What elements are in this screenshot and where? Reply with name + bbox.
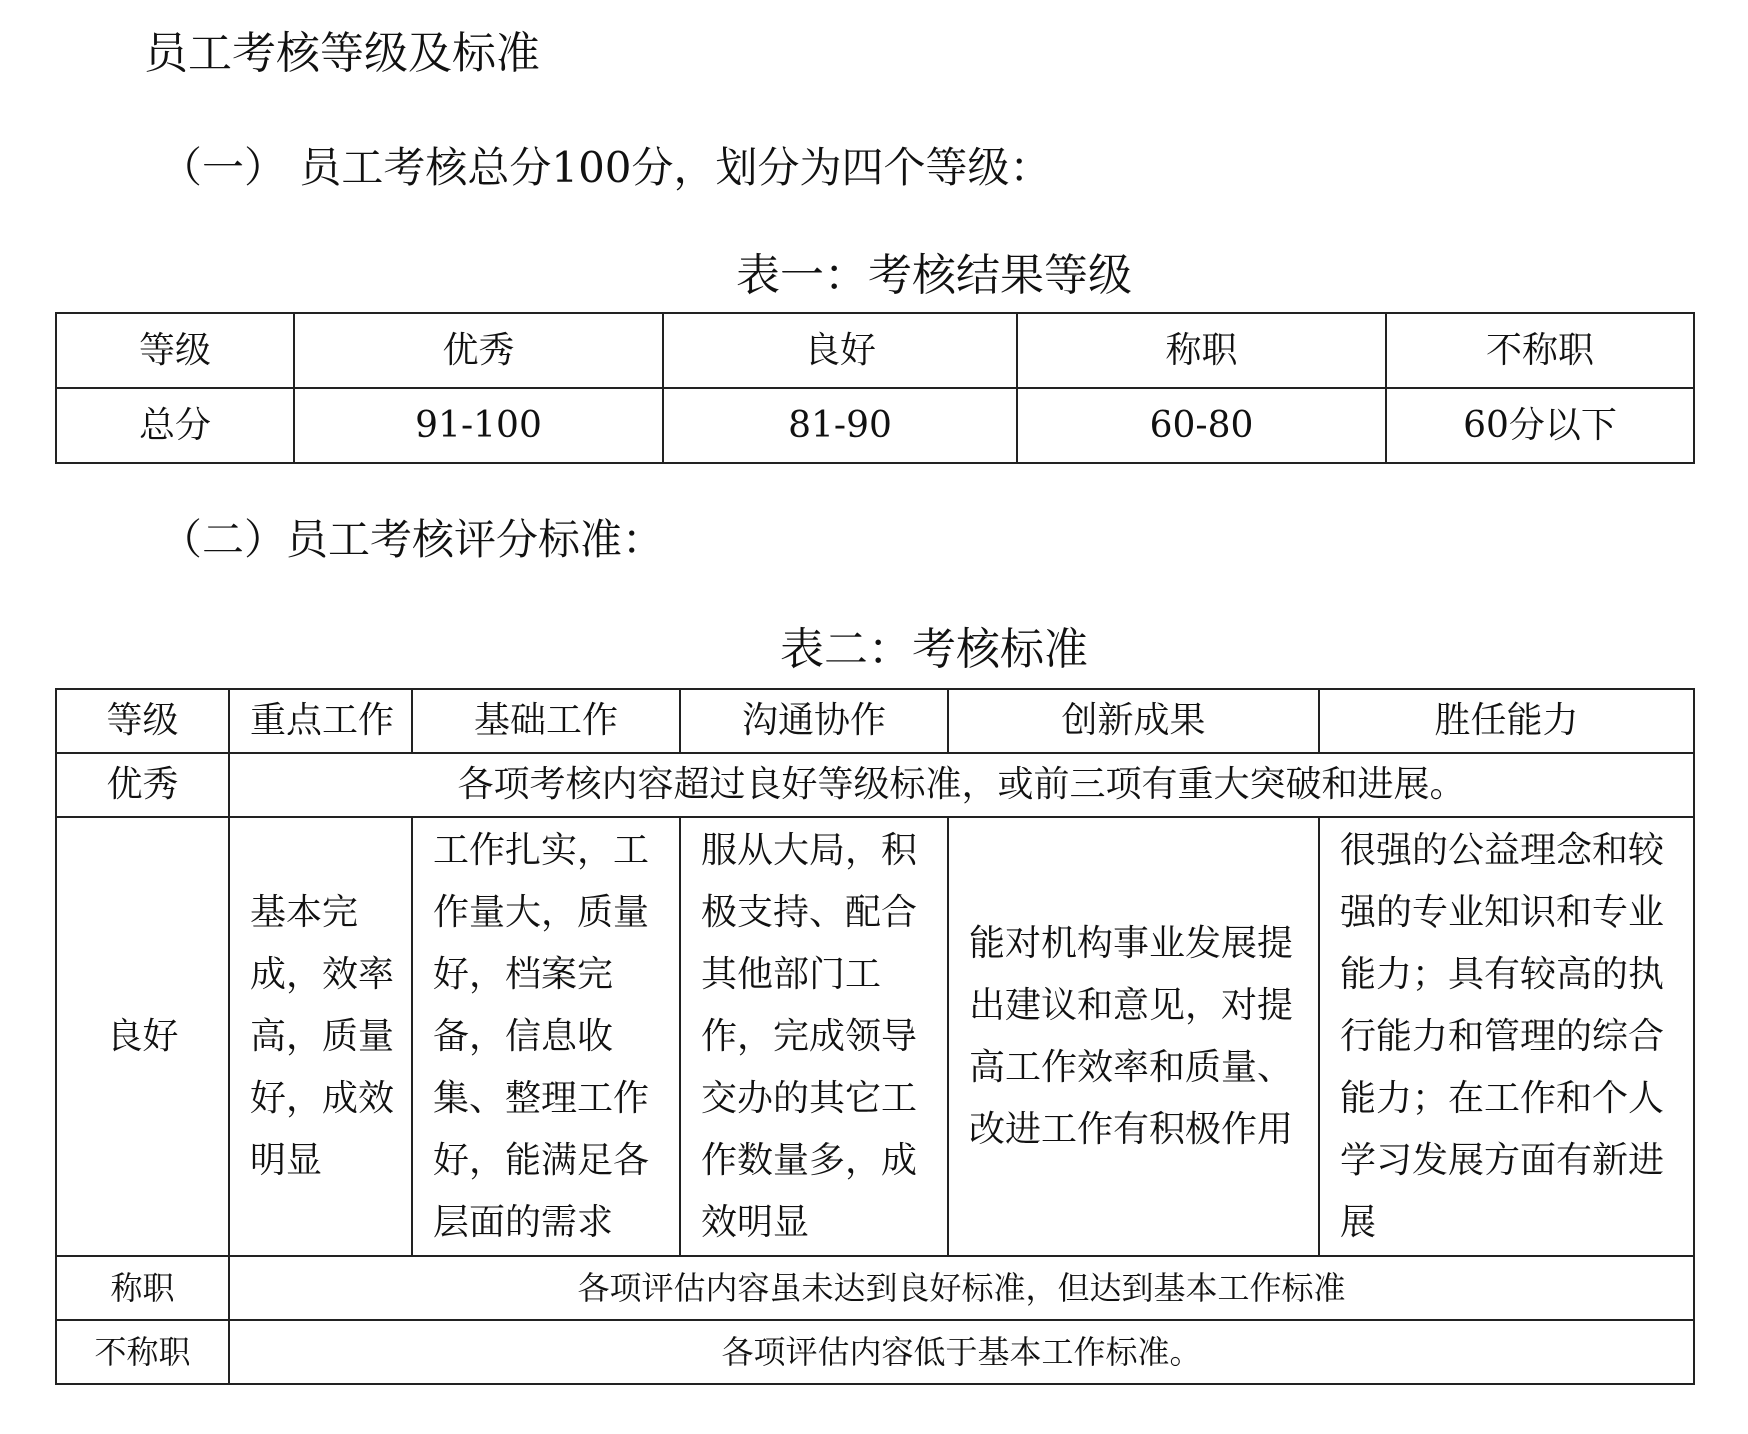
grade-label: 称职 [56, 1256, 229, 1320]
table-cell: 81-90 [663, 388, 1017, 463]
table-cell: 能对机构事业发展提出建议和意见，对提高工作效率和质量、改进工作有积极作用 [948, 817, 1319, 1256]
table-header-cell: 良好 [663, 313, 1017, 388]
table-row [56, 689, 1694, 753]
table-header-cell: 不称职 [1386, 313, 1694, 388]
assessment-standard-table [55, 688, 1695, 1385]
table-header-cell: 等级 [56, 689, 229, 753]
table-cell: 各项评估内容虽未达到良好标准，但达到基本工作标准 [229, 1256, 1694, 1320]
document-title: 员工考核等级及标准 [144, 28, 540, 79]
table-cell: 91-100 [294, 388, 663, 463]
table-cell: 各项评估内容低于基本工作标准。 [229, 1320, 1694, 1384]
table-row [56, 1320, 1694, 1384]
grade-result-table [55, 312, 1695, 464]
table-header-cell: 创新成果 [948, 689, 1319, 753]
table-cell: 60分以下 [1386, 388, 1694, 463]
section-heading-1: （一） 员工考核总分100分，划分为四个等级： [160, 143, 1052, 192]
table-cell: 基本完成，效率高，质量好，成效明显 [229, 817, 412, 1256]
grade-label: 良好 [56, 817, 229, 1256]
table-row [56, 313, 1694, 388]
table-cell: 总分 [56, 388, 294, 463]
table-row [56, 753, 1694, 817]
table-header-cell: 基础工作 [412, 689, 680, 753]
table-cell: 服从大局，积极支持、配合其他部门工作，完成领导交办的其它工作数量多，成效明显 [680, 817, 948, 1256]
table-header-cell: 沟通协作 [680, 689, 948, 753]
grade-label: 不称职 [56, 1320, 229, 1384]
table-header-cell: 称职 [1017, 313, 1386, 388]
section-heading-2: （二）员工考核评分标准： [160, 515, 665, 564]
table-row [56, 388, 1694, 463]
table-cell: 工作扎实，工作量大，质量好，档案完备，信息收集、整理工作好，能满足各层面的需求 [412, 817, 680, 1256]
table-header-cell: 优秀 [294, 313, 663, 388]
table-header-cell: 等级 [56, 313, 294, 388]
table1-caption: 表一：考核结果等级 [736, 250, 1132, 301]
table-header-cell: 重点工作 [229, 689, 412, 753]
table-cell: 60-80 [1017, 388, 1386, 463]
table-header-cell: 胜任能力 [1319, 689, 1694, 753]
table-cell: 各项考核内容超过良好等级标准，或前三项有重大突破和进展。 [229, 753, 1694, 817]
table2-caption: 表二：考核标准 [780, 624, 1088, 675]
grade-label: 优秀 [56, 753, 229, 817]
table-cell: 很强的公益理念和较强的专业知识和专业能力；具有较高的执行能力和管理的综合能力；在工作和个人学习发展方面有新进展 [1319, 817, 1694, 1256]
table-row [56, 817, 1694, 1256]
table-row [56, 1256, 1694, 1320]
